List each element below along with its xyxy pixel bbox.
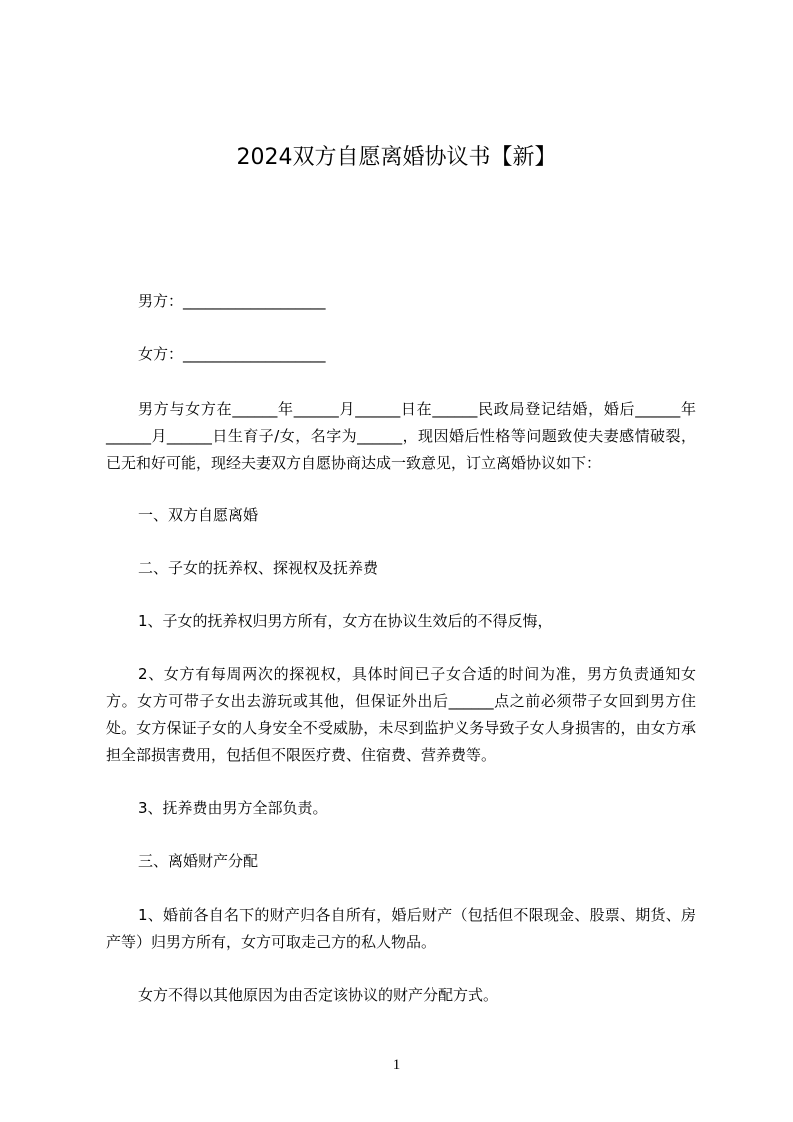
page-title: 2024双方自愿离婚协议书【新】 (236, 145, 557, 170)
section-heading-2: 二、子女的抚养权、探视权及抚养费 (138, 559, 379, 577)
clause-2-3: 3、抚养费由男方全部负责。 (138, 799, 328, 817)
intro-paragraph: 男方与女方在______年______月______日在______民政局登记结婚，婚后______年______月______日生育子/女，名字为______，现因婚后性格等问题致使夫妻感情破裂，已无和好可能，现经夫妻双方自愿协商达成一致意见，订立离婚协议如下： (106, 400, 696, 472)
page-number: 1 (392, 1057, 401, 1073)
male-party-line: 男方：___________________ (138, 292, 326, 310)
section-heading-1: 一、双方自愿离婚 (138, 506, 259, 524)
clause-2-1: 1、子女的抚养权归男方所有，女方在协议生效后的不得反悔， (138, 612, 553, 630)
clause-3-1: 1、婚前各自名下的财产归各自所有，婚后财产（包括但不限现金、股票、期货、房产等）归男方所有，女方可取走己方的私人物品。 (106, 906, 696, 951)
female-party-line: 女方：___________________ (138, 345, 326, 363)
property-clause-note: 女方不得以其他原因为由否定该协议的财产分配方式。 (138, 986, 499, 1004)
clause-2-2: 2、女方有每周两次的探视权，具体时间已子女合适的时间为准，男方负责通知女方。女方可带子女出去游玩或其他，但保证外出后______点之前必须带子女回到男方住处。女方保证子女的人身安全不受威胁，未尽到监护义务导致子女人身损害的，由女方承担全部损害费用，包括但不限医疗费、住宿费、营养费等。 (106, 665, 696, 764)
section-heading-3: 三、离婚财产分配 (138, 852, 259, 870)
